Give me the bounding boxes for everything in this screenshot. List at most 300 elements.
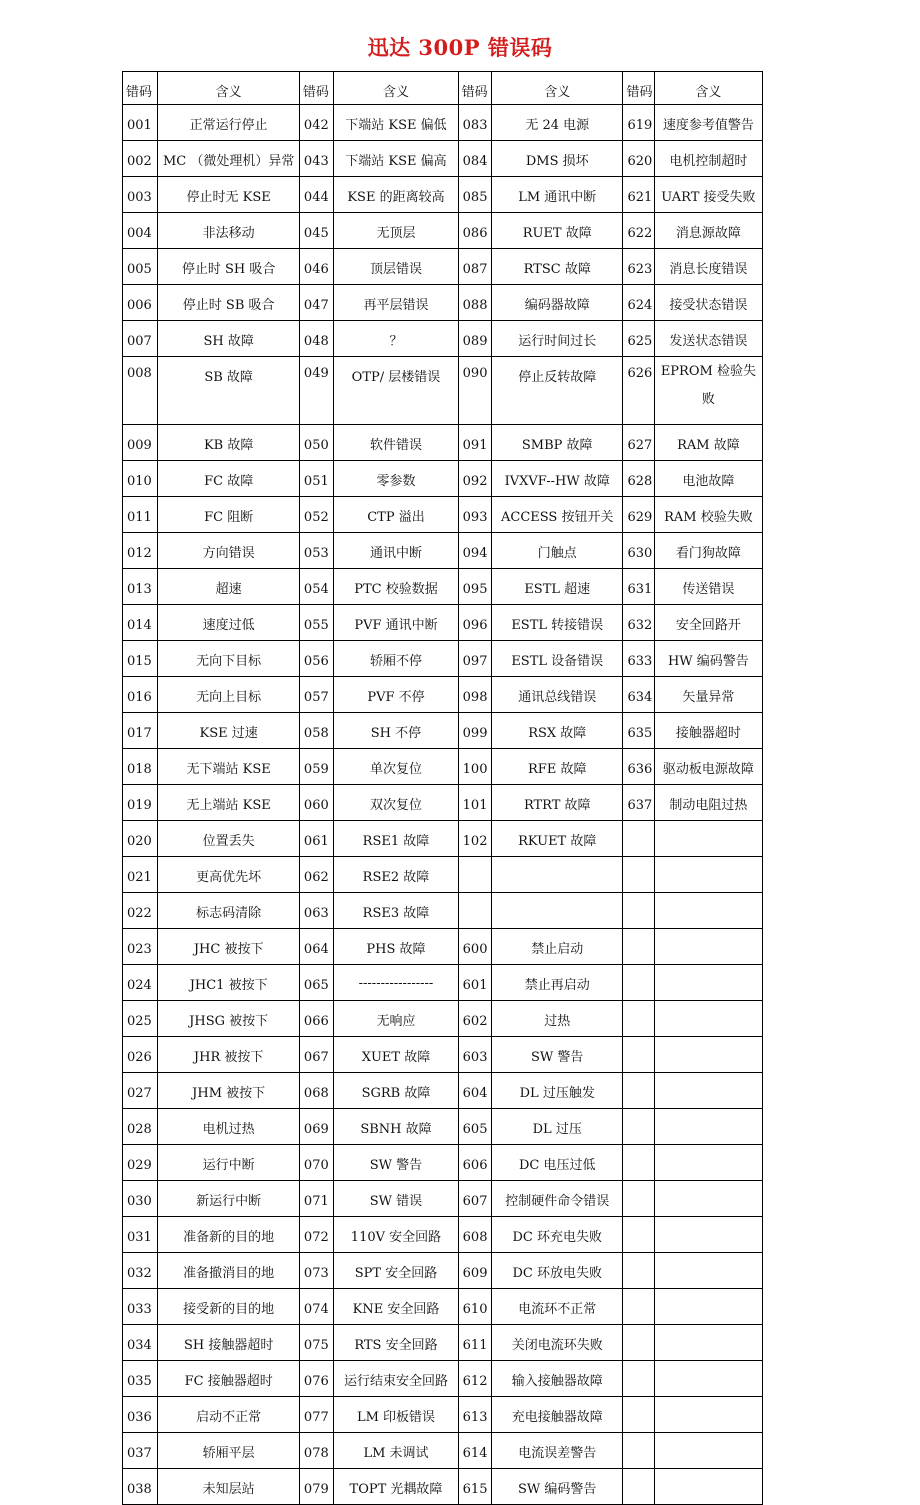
cell-code-2: 061: [299, 821, 333, 857]
cell-code-1: 019: [123, 785, 158, 821]
cell-meaning-4: 消息长度错误: [654, 249, 762, 285]
cell-meaning-4: [654, 1073, 762, 1109]
cell-code-4: 626: [623, 357, 654, 425]
cell-code-2: 057: [299, 677, 333, 713]
cell-meaning-4: [654, 893, 762, 929]
table-row: [123, 1109, 763, 1145]
cell-code-3: 609: [458, 1253, 491, 1289]
cell-meaning-4: [654, 1433, 762, 1469]
cell-code-3: 088: [458, 285, 491, 321]
cell-code-2: 062: [299, 857, 333, 893]
cell-code-1: 029: [123, 1145, 158, 1181]
cell-meaning-1: JHC1 被按下: [158, 965, 300, 1001]
table-row: [123, 1469, 763, 1505]
cell-code-3: 086: [458, 213, 491, 249]
cell-meaning-4: [654, 1325, 762, 1361]
cell-code-2: 075: [299, 1325, 333, 1361]
cell-code-4: 622: [623, 213, 654, 249]
cell-meaning-2: 零参数: [334, 461, 458, 497]
cell-code-3: 090: [458, 357, 491, 425]
cell-meaning-2: 通讯中断: [334, 533, 458, 569]
cell-meaning-3: [492, 893, 623, 929]
cell-meaning-2: RSE3 故障: [334, 893, 458, 929]
cell-code-3: 100: [458, 749, 491, 785]
cell-meaning-3: 充电接触器故障: [492, 1397, 623, 1433]
cell-code-4: [623, 1253, 654, 1289]
cell-code-1: 026: [123, 1037, 158, 1073]
cell-meaning-3: 运行时间过长: [492, 321, 623, 357]
cell-meaning-4: 电机控制超时: [654, 141, 762, 177]
cell-code-3: 101: [458, 785, 491, 821]
cell-code-3: 095: [458, 569, 491, 605]
cell-meaning-4: [654, 965, 762, 1001]
cell-code-2: 046: [299, 249, 333, 285]
header-meaning-2: 含义: [334, 72, 458, 105]
cell-meaning-2: 软件错误: [334, 425, 458, 461]
table-row: [123, 533, 763, 569]
cell-code-2: 054: [299, 569, 333, 605]
cell-code-2: 078: [299, 1433, 333, 1469]
cell-meaning-2: 无响应: [334, 1001, 458, 1037]
cell-meaning-1: KB 故障: [158, 425, 300, 461]
cell-meaning-3: IVXVF--HW 故障: [492, 461, 623, 497]
cell-meaning-2: SPT 安全回路: [334, 1253, 458, 1289]
table-row: [123, 857, 763, 893]
cell-meaning-1: 停止时 SH 吸合: [158, 249, 300, 285]
cell-meaning-2: PHS 故障: [334, 929, 458, 965]
cell-meaning-1: 无向下目标: [158, 641, 300, 677]
cell-meaning-4: [654, 1109, 762, 1145]
cell-code-2: 058: [299, 713, 333, 749]
table-row: [123, 1253, 763, 1289]
cell-meaning-1: 更高优先坏: [158, 857, 300, 893]
cell-meaning-3: RSX 故障: [492, 713, 623, 749]
cell-meaning-2: PVF 不停: [334, 677, 458, 713]
cell-meaning-2: 110V 安全回路: [334, 1217, 458, 1253]
table-row: [123, 1325, 763, 1361]
cell-meaning-4: UART 接受失败: [654, 177, 762, 213]
cell-code-4: 628: [623, 461, 654, 497]
cell-code-3: 096: [458, 605, 491, 641]
cell-code-1: 007: [123, 321, 158, 357]
table-row: [123, 249, 763, 285]
cell-meaning-4: [654, 1145, 762, 1181]
cell-meaning-3: SW 编码警告: [492, 1469, 623, 1505]
cell-code-4: 632: [623, 605, 654, 641]
cell-meaning-4: [654, 1289, 762, 1325]
cell-code-3: 612: [458, 1361, 491, 1397]
cell-meaning-4: [654, 1217, 762, 1253]
cell-meaning-4: 消息源故障: [654, 213, 762, 249]
cell-meaning-1: FC 阻断: [158, 497, 300, 533]
cell-code-1: 023: [123, 929, 158, 965]
table-row: [123, 461, 763, 497]
cell-meaning-1: 接受新的目的地: [158, 1289, 300, 1325]
cell-code-2: 076: [299, 1361, 333, 1397]
cell-meaning-2: RSE2 故障: [334, 857, 458, 893]
cell-meaning-4: 发送状态错误: [654, 321, 762, 357]
cell-code-3: 092: [458, 461, 491, 497]
cell-code-2: 059: [299, 749, 333, 785]
cell-code-2: 063: [299, 893, 333, 929]
cell-meaning-4: [654, 857, 762, 893]
cell-code-4: [623, 965, 654, 1001]
cell-meaning-4: 驱动板电源故障: [654, 749, 762, 785]
cell-code-1: 011: [123, 497, 158, 533]
header-code-2: 错码: [299, 72, 333, 105]
cell-code-4: [623, 1109, 654, 1145]
cell-meaning-1: 正常运行停止: [158, 105, 300, 141]
table-row: [123, 893, 763, 929]
cell-code-3: 102: [458, 821, 491, 857]
cell-code-3: 601: [458, 965, 491, 1001]
cell-meaning-1: 停止时无 KSE: [158, 177, 300, 213]
cell-code-1: 001: [123, 105, 158, 141]
cell-code-4: 623: [623, 249, 654, 285]
cell-meaning-4: [654, 1361, 762, 1397]
table-row: [123, 105, 763, 141]
cell-meaning-2: SW 错误: [334, 1181, 458, 1217]
cell-code-4: 630: [623, 533, 654, 569]
cell-code-4: 625: [623, 321, 654, 357]
cell-meaning-2: LM 印板错误: [334, 1397, 458, 1433]
cell-code-4: [623, 1145, 654, 1181]
cell-code-4: 619: [623, 105, 654, 141]
cell-code-4: [623, 857, 654, 893]
cell-meaning-1: 无向上目标: [158, 677, 300, 713]
cell-meaning-3: DL 过压触发: [492, 1073, 623, 1109]
cell-meaning-3: 无 24 电源: [492, 105, 623, 141]
cell-meaning-2: PTC 校验数据: [334, 569, 458, 605]
cell-meaning-2: 运行结束安全回路: [334, 1361, 458, 1397]
cell-code-4: 627: [623, 425, 654, 461]
cell-meaning-2: RSE1 故障: [334, 821, 458, 857]
header-meaning-3: 含义: [492, 72, 623, 105]
cell-meaning-1: 电机过热: [158, 1109, 300, 1145]
cell-code-1: 002: [123, 141, 158, 177]
table-row: [123, 569, 763, 605]
cell-meaning-3: 电流环不正常: [492, 1289, 623, 1325]
cell-code-3: 608: [458, 1217, 491, 1253]
cell-code-2: 052: [299, 497, 333, 533]
table-row: [123, 605, 763, 641]
cell-meaning-4: [654, 1253, 762, 1289]
cell-meaning-1: 轿厢平层: [158, 1433, 300, 1469]
cell-meaning-3: 门触点: [492, 533, 623, 569]
cell-meaning-2: 顶层错误: [334, 249, 458, 285]
cell-meaning-3: DL 过压: [492, 1109, 623, 1145]
cell-code-4: 629: [623, 497, 654, 533]
cell-code-1: 037: [123, 1433, 158, 1469]
cell-code-2: 055: [299, 605, 333, 641]
cell-code-4: [623, 1181, 654, 1217]
cell-meaning-2: SGRB 故障: [334, 1073, 458, 1109]
cell-meaning-1: SH 故障: [158, 321, 300, 357]
header-code-4: 错码: [623, 72, 654, 105]
cell-code-3: 600: [458, 929, 491, 965]
cell-meaning-2: SBNH 故障: [334, 1109, 458, 1145]
header-code-3: 错码: [458, 72, 491, 105]
cell-code-4: [623, 1001, 654, 1037]
cell-code-1: 038: [123, 1469, 158, 1505]
cell-code-1: 030: [123, 1181, 158, 1217]
cell-meaning-1: FC 故障: [158, 461, 300, 497]
cell-code-2: 065: [299, 965, 333, 1001]
cell-code-1: 012: [123, 533, 158, 569]
cell-code-1: 034: [123, 1325, 158, 1361]
cell-code-3: 614: [458, 1433, 491, 1469]
cell-code-3: [458, 857, 491, 893]
cell-code-3: 085: [458, 177, 491, 213]
cell-code-1: 033: [123, 1289, 158, 1325]
cell-code-3: 084: [458, 141, 491, 177]
cell-meaning-3: SW 警告: [492, 1037, 623, 1073]
cell-meaning-4: [654, 821, 762, 857]
cell-code-2: 067: [299, 1037, 333, 1073]
cell-code-3: 093: [458, 497, 491, 533]
cell-code-3: 091: [458, 425, 491, 461]
cell-code-3: 602: [458, 1001, 491, 1037]
header-meaning-4: 含义: [654, 72, 762, 105]
cell-meaning-4: 安全回路开: [654, 605, 762, 641]
cell-meaning-1: 无下端站 KSE: [158, 749, 300, 785]
cell-code-3: 098: [458, 677, 491, 713]
cell-meaning-2: TOPT 光耦故障: [334, 1469, 458, 1505]
cell-code-2: 045: [299, 213, 333, 249]
page-title: 迅达 300P 错误码: [367, 35, 553, 60]
cell-meaning-4: [654, 1181, 762, 1217]
cell-code-4: [623, 929, 654, 965]
cell-code-1: 035: [123, 1361, 158, 1397]
cell-meaning-3: RUET 故障: [492, 213, 623, 249]
cell-meaning-4: [654, 1397, 762, 1433]
cell-meaning-3: DC 电压过低: [492, 1145, 623, 1181]
cell-code-4: [623, 1397, 654, 1433]
cell-code-2: 047: [299, 285, 333, 321]
cell-meaning-3: ESTL 转接错误: [492, 605, 623, 641]
cell-code-3: 611: [458, 1325, 491, 1361]
cell-meaning-4: 电池故障: [654, 461, 762, 497]
cell-code-2: 043: [299, 141, 333, 177]
table-row: [123, 1397, 763, 1433]
cell-meaning-4: 制动电阻过热: [654, 785, 762, 821]
cell-code-1: 020: [123, 821, 158, 857]
cell-meaning-2: OTP/ 层楼错误: [334, 357, 458, 425]
cell-code-4: [623, 1037, 654, 1073]
cell-code-4: [623, 1289, 654, 1325]
cell-meaning-2: KNE 安全回路: [334, 1289, 458, 1325]
cell-meaning-4: HW 编码警告: [654, 641, 762, 677]
cell-meaning-4: [654, 1037, 762, 1073]
cell-meaning-1: 方向错误: [158, 533, 300, 569]
cell-meaning-3: DMS 损坏: [492, 141, 623, 177]
cell-meaning-3: LM 通讯中断: [492, 177, 623, 213]
cell-meaning-1: 启动不正常: [158, 1397, 300, 1433]
cell-code-4: [623, 1217, 654, 1253]
table-row: [123, 677, 763, 713]
cell-meaning-3: 编码器故障: [492, 285, 623, 321]
cell-code-1: 004: [123, 213, 158, 249]
table-row: [123, 177, 763, 213]
header-code-1: 错码: [123, 72, 158, 105]
cell-code-3: 603: [458, 1037, 491, 1073]
cell-code-2: 069: [299, 1109, 333, 1145]
cell-code-2: 050: [299, 425, 333, 461]
cell-meaning-3: 通讯总线错误: [492, 677, 623, 713]
cell-code-4: 635: [623, 713, 654, 749]
cell-meaning-2: 无顶层: [334, 213, 458, 249]
table-row: [123, 929, 763, 965]
cell-code-1: 010: [123, 461, 158, 497]
cell-code-4: [623, 1073, 654, 1109]
table-row: [123, 1145, 763, 1181]
cell-meaning-1: MC （微处理机）异常: [158, 141, 300, 177]
cell-code-1: 031: [123, 1217, 158, 1253]
table-header-row: [123, 72, 763, 105]
table-row: [123, 1073, 763, 1109]
cell-code-3: [458, 893, 491, 929]
cell-code-3: 089: [458, 321, 491, 357]
cell-meaning-4: 矢量异常: [654, 677, 762, 713]
cell-code-2: 071: [299, 1181, 333, 1217]
cell-meaning-1: SB 故障: [158, 357, 300, 425]
cell-meaning-1: 标志码清除: [158, 893, 300, 929]
cell-meaning-3: 禁止启动: [492, 929, 623, 965]
cell-code-4: [623, 821, 654, 857]
cell-meaning-3: 控制硬件命令错误: [492, 1181, 623, 1217]
cell-meaning-3: RTRT 故障: [492, 785, 623, 821]
cell-code-3: 094: [458, 533, 491, 569]
cell-meaning-1: 停止时 SB 吸合: [158, 285, 300, 321]
cell-meaning-3: DC 环充电失败: [492, 1217, 623, 1253]
cell-meaning-3: RTSC 故障: [492, 249, 623, 285]
table-row: [123, 785, 763, 821]
cell-code-4: 621: [623, 177, 654, 213]
table-row: [123, 497, 763, 533]
cell-code-2: 064: [299, 929, 333, 965]
cell-meaning-2: XUET 故障: [334, 1037, 458, 1073]
cell-meaning-3: 停止反转故障: [492, 357, 623, 425]
cell-code-1: 006: [123, 285, 158, 321]
cell-meaning-1: 无上端站 KSE: [158, 785, 300, 821]
cell-code-1: 022: [123, 893, 158, 929]
cell-code-2: 051: [299, 461, 333, 497]
cell-code-1: 017: [123, 713, 158, 749]
cell-code-2: 066: [299, 1001, 333, 1037]
cell-code-2: 068: [299, 1073, 333, 1109]
cell-code-3: 087: [458, 249, 491, 285]
cell-code-4: [623, 1469, 654, 1505]
cell-code-1: 021: [123, 857, 158, 893]
table-row: [123, 965, 763, 1001]
cell-meaning-3: RFE 故障: [492, 749, 623, 785]
table-row: [123, 1361, 763, 1397]
cell-code-2: 042: [299, 105, 333, 141]
cell-code-3: 604: [458, 1073, 491, 1109]
cell-meaning-1: 超速: [158, 569, 300, 605]
cell-meaning-2: 双次复位: [334, 785, 458, 821]
cell-meaning-3: 电流误差警告: [492, 1433, 623, 1469]
cell-meaning-2: SW 警告: [334, 1145, 458, 1181]
cell-code-3: 610: [458, 1289, 491, 1325]
cell-code-1: 009: [123, 425, 158, 461]
cell-code-2: 044: [299, 177, 333, 213]
cell-meaning-1: JHC 被按下: [158, 929, 300, 965]
cell-meaning-3: ESTL 设备错误: [492, 641, 623, 677]
cell-meaning-1: KSE 过速: [158, 713, 300, 749]
cell-meaning-4: 速度参考值警告: [654, 105, 762, 141]
cell-code-2: 074: [299, 1289, 333, 1325]
cell-meaning-2: PVF 通讯中断: [334, 605, 458, 641]
cell-meaning-2: 再平层错误: [334, 285, 458, 321]
cell-code-2: 049: [299, 357, 333, 425]
cell-meaning-1: JHM 被按下: [158, 1073, 300, 1109]
cell-code-1: 028: [123, 1109, 158, 1145]
cell-meaning-4: EPROM 检验失败: [654, 357, 762, 425]
cell-meaning-2: KSE 的距离较高: [334, 177, 458, 213]
cell-code-4: 624: [623, 285, 654, 321]
cell-code-2: 070: [299, 1145, 333, 1181]
cell-meaning-2: 下端站 KSE 偏低: [334, 105, 458, 141]
cell-code-2: 072: [299, 1217, 333, 1253]
cell-meaning-1: 速度过低: [158, 605, 300, 641]
table-row: [123, 1289, 763, 1325]
cell-code-1: 024: [123, 965, 158, 1001]
cell-code-1: 032: [123, 1253, 158, 1289]
cell-code-3: 099: [458, 713, 491, 749]
cell-code-4: [623, 1361, 654, 1397]
cell-code-1: 015: [123, 641, 158, 677]
cell-code-1: 025: [123, 1001, 158, 1037]
cell-meaning-2: SH 不停: [334, 713, 458, 749]
cell-meaning-1: JHR 被按下: [158, 1037, 300, 1073]
cell-code-2: 073: [299, 1253, 333, 1289]
cell-meaning-2: -----------------: [334, 965, 458, 1001]
cell-meaning-2: LM 未调试: [334, 1433, 458, 1469]
cell-code-1: 036: [123, 1397, 158, 1433]
cell-code-3: 083: [458, 105, 491, 141]
cell-code-1: 003: [123, 177, 158, 213]
table-row: [123, 641, 763, 677]
table-row: [123, 285, 763, 321]
cell-code-1: 013: [123, 569, 158, 605]
cell-code-3: 607: [458, 1181, 491, 1217]
cell-meaning-4: [654, 1001, 762, 1037]
cell-code-2: 060: [299, 785, 333, 821]
cell-meaning-1: SH 接触器超时: [158, 1325, 300, 1361]
cell-meaning-2: 轿厢不停: [334, 641, 458, 677]
cell-code-4: 636: [623, 749, 654, 785]
cell-meaning-3: [492, 857, 623, 893]
cell-meaning-3: SMBP 故障: [492, 425, 623, 461]
cell-code-4: 634: [623, 677, 654, 713]
table-row: [123, 713, 763, 749]
cell-meaning-2: 单次复位: [334, 749, 458, 785]
cell-code-2: 053: [299, 533, 333, 569]
cell-code-4: [623, 1433, 654, 1469]
cell-meaning-3: DC 环放电失败: [492, 1253, 623, 1289]
cell-meaning-4: 传送错误: [654, 569, 762, 605]
cell-meaning-1: FC 接触器超时: [158, 1361, 300, 1397]
cell-meaning-4: 接受状态错误: [654, 285, 762, 321]
table-row: [123, 749, 763, 785]
cell-code-4: 631: [623, 569, 654, 605]
cell-meaning-3: ACCESS 按钮开关: [492, 497, 623, 533]
cell-meaning-4: 接触器超时: [654, 713, 762, 749]
cell-meaning-2: CTP 溢出: [334, 497, 458, 533]
cell-meaning-1: 非法移动: [158, 213, 300, 249]
header-meaning-1: 含义: [158, 72, 300, 105]
